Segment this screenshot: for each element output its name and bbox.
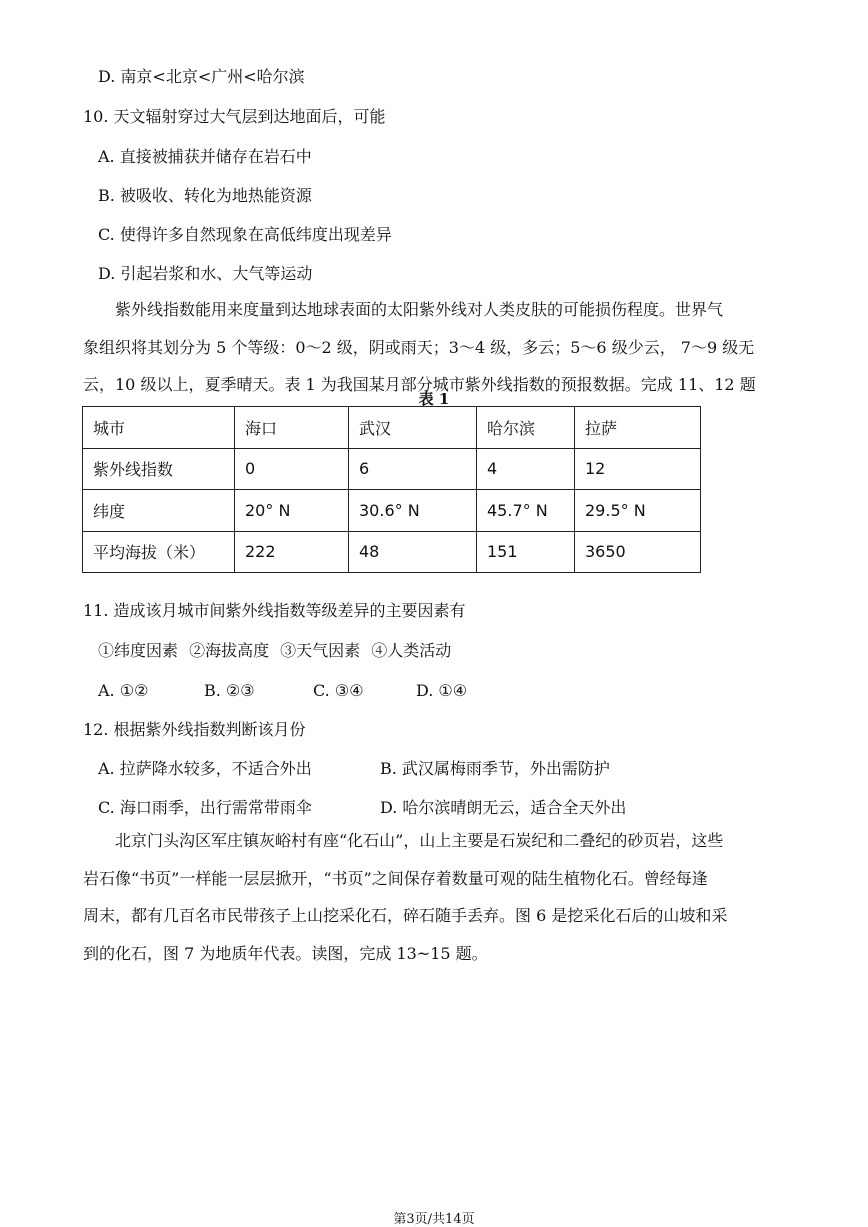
q10-option-b: B. 被吸收、转化为地热能资源 (98, 186, 312, 205)
q12-option-b: B. 武汉属梅雨季节，外出需防护 (380, 759, 610, 778)
table-row (83, 448, 701, 490)
table-cell: 哈尔滨 (477, 407, 575, 449)
table-cell: 海口 (235, 407, 349, 449)
q10-option-a: A. 直接被捕获并储存在岩石中 (98, 147, 312, 166)
q10-stem: 10. 天文辐射穿过大气层到达地面后，可能 (83, 107, 386, 126)
q12-option-a: A. 拉萨降水较多，不适合外出 (98, 759, 312, 778)
table-cell: 151 (477, 531, 575, 573)
table-cell: 48 (349, 531, 477, 573)
table-row (83, 490, 701, 532)
table-cell: 222 (235, 531, 349, 573)
q10-option-d: D. 引起岩浆和水、大气等运动 (98, 264, 313, 283)
uv-intro-paragraph (83, 291, 791, 404)
fossil-intro-line: 到的化石，图 7 为地质年代表。读图，完成 13~15 题。 (83, 943, 488, 963)
table-cell: 0 (235, 448, 349, 490)
q11-option-a: A. ①② (98, 681, 149, 700)
table-cell: 30.6° N (349, 490, 477, 532)
uv-table (82, 406, 701, 573)
table-cell: 城市 (83, 407, 235, 449)
table-cell: 武汉 (349, 407, 477, 449)
uv-intro-line: 象组织将其划分为 5 个等级：0～2 级，阴或雨天；3～4 级，多云；5～6 级少云， 7～9 级无 (83, 337, 755, 357)
q12-stem: 12. 根据紫外线指数判断该月份 (83, 720, 306, 739)
table-cell: 4 (477, 448, 575, 490)
fossil-intro-line: 岩石像“书页”一样能一层层掀开，“书页”之间保存着数量可观的陆生植物化石。曾经每逢 (83, 868, 708, 888)
table-cell: 12 (575, 448, 701, 490)
q12-option-c: C. 海口雨季，出行需常带雨伞 (98, 798, 312, 817)
uv-intro-line: 紫外线指数能用来度量到达地球表面的太阳紫外线对人类皮肤的可能损伤程度。世界气 (115, 300, 724, 319)
uv-intro-line: 云，10 级以上，夏季晴天。表 1 为我国某月部分城市紫外线指数的预报数据。完成 11、12 题 (83, 375, 756, 394)
table-cell: 20° N (235, 490, 349, 532)
q10-option-c: C. 使得许多自然现象在高低纬度出现差异 (98, 225, 392, 244)
table-cell: 平均海拔（米） (83, 531, 235, 573)
fossil-intro-line: 周末，都有几百名市民带孩子上山挖采化石，碎石随手丢弃。图 6 是挖采化石后的山坡和采 (83, 906, 728, 925)
q12-option-d: D. 哈尔滨晴朗无云，适合全天外出 (380, 798, 627, 817)
table-title: 表 1 (418, 390, 450, 408)
table-cell: 纬度 (83, 490, 235, 532)
q9-option-d: D. 南京<北京<广州<哈尔滨 (98, 67, 305, 86)
table-cell: 45.7° N (477, 490, 575, 532)
q11-stem: 11. 造成该月城市间紫外线指数等级差异的主要因素有 (83, 601, 466, 620)
q11-option-b: B. ②③ (204, 681, 255, 700)
fossil-intro-line: 北京门头沟区军庄镇灰峪村有座“化石山”，山上主要是石炭纪和二叠纪的砂页岩，这些 (115, 831, 724, 850)
table-cell: 6 (349, 448, 477, 490)
table-cell: 紫外线指数 (83, 448, 235, 490)
fossil-intro-paragraph (83, 822, 791, 972)
table-row (83, 407, 701, 449)
table-row (83, 531, 701, 573)
q11-factors: ①纬度因素 ②海拔高度 ③天气因素 ④人类活动 (98, 641, 452, 660)
page-footer: 第3页/共14页 (393, 1212, 475, 1227)
q11-option-d: D. ①④ (416, 681, 468, 700)
table-cell: 3650 (575, 531, 701, 573)
q11-option-c: C. ③④ (313, 681, 364, 700)
table-cell: 拉萨 (575, 407, 701, 449)
table-cell: 29.5° N (575, 490, 701, 532)
